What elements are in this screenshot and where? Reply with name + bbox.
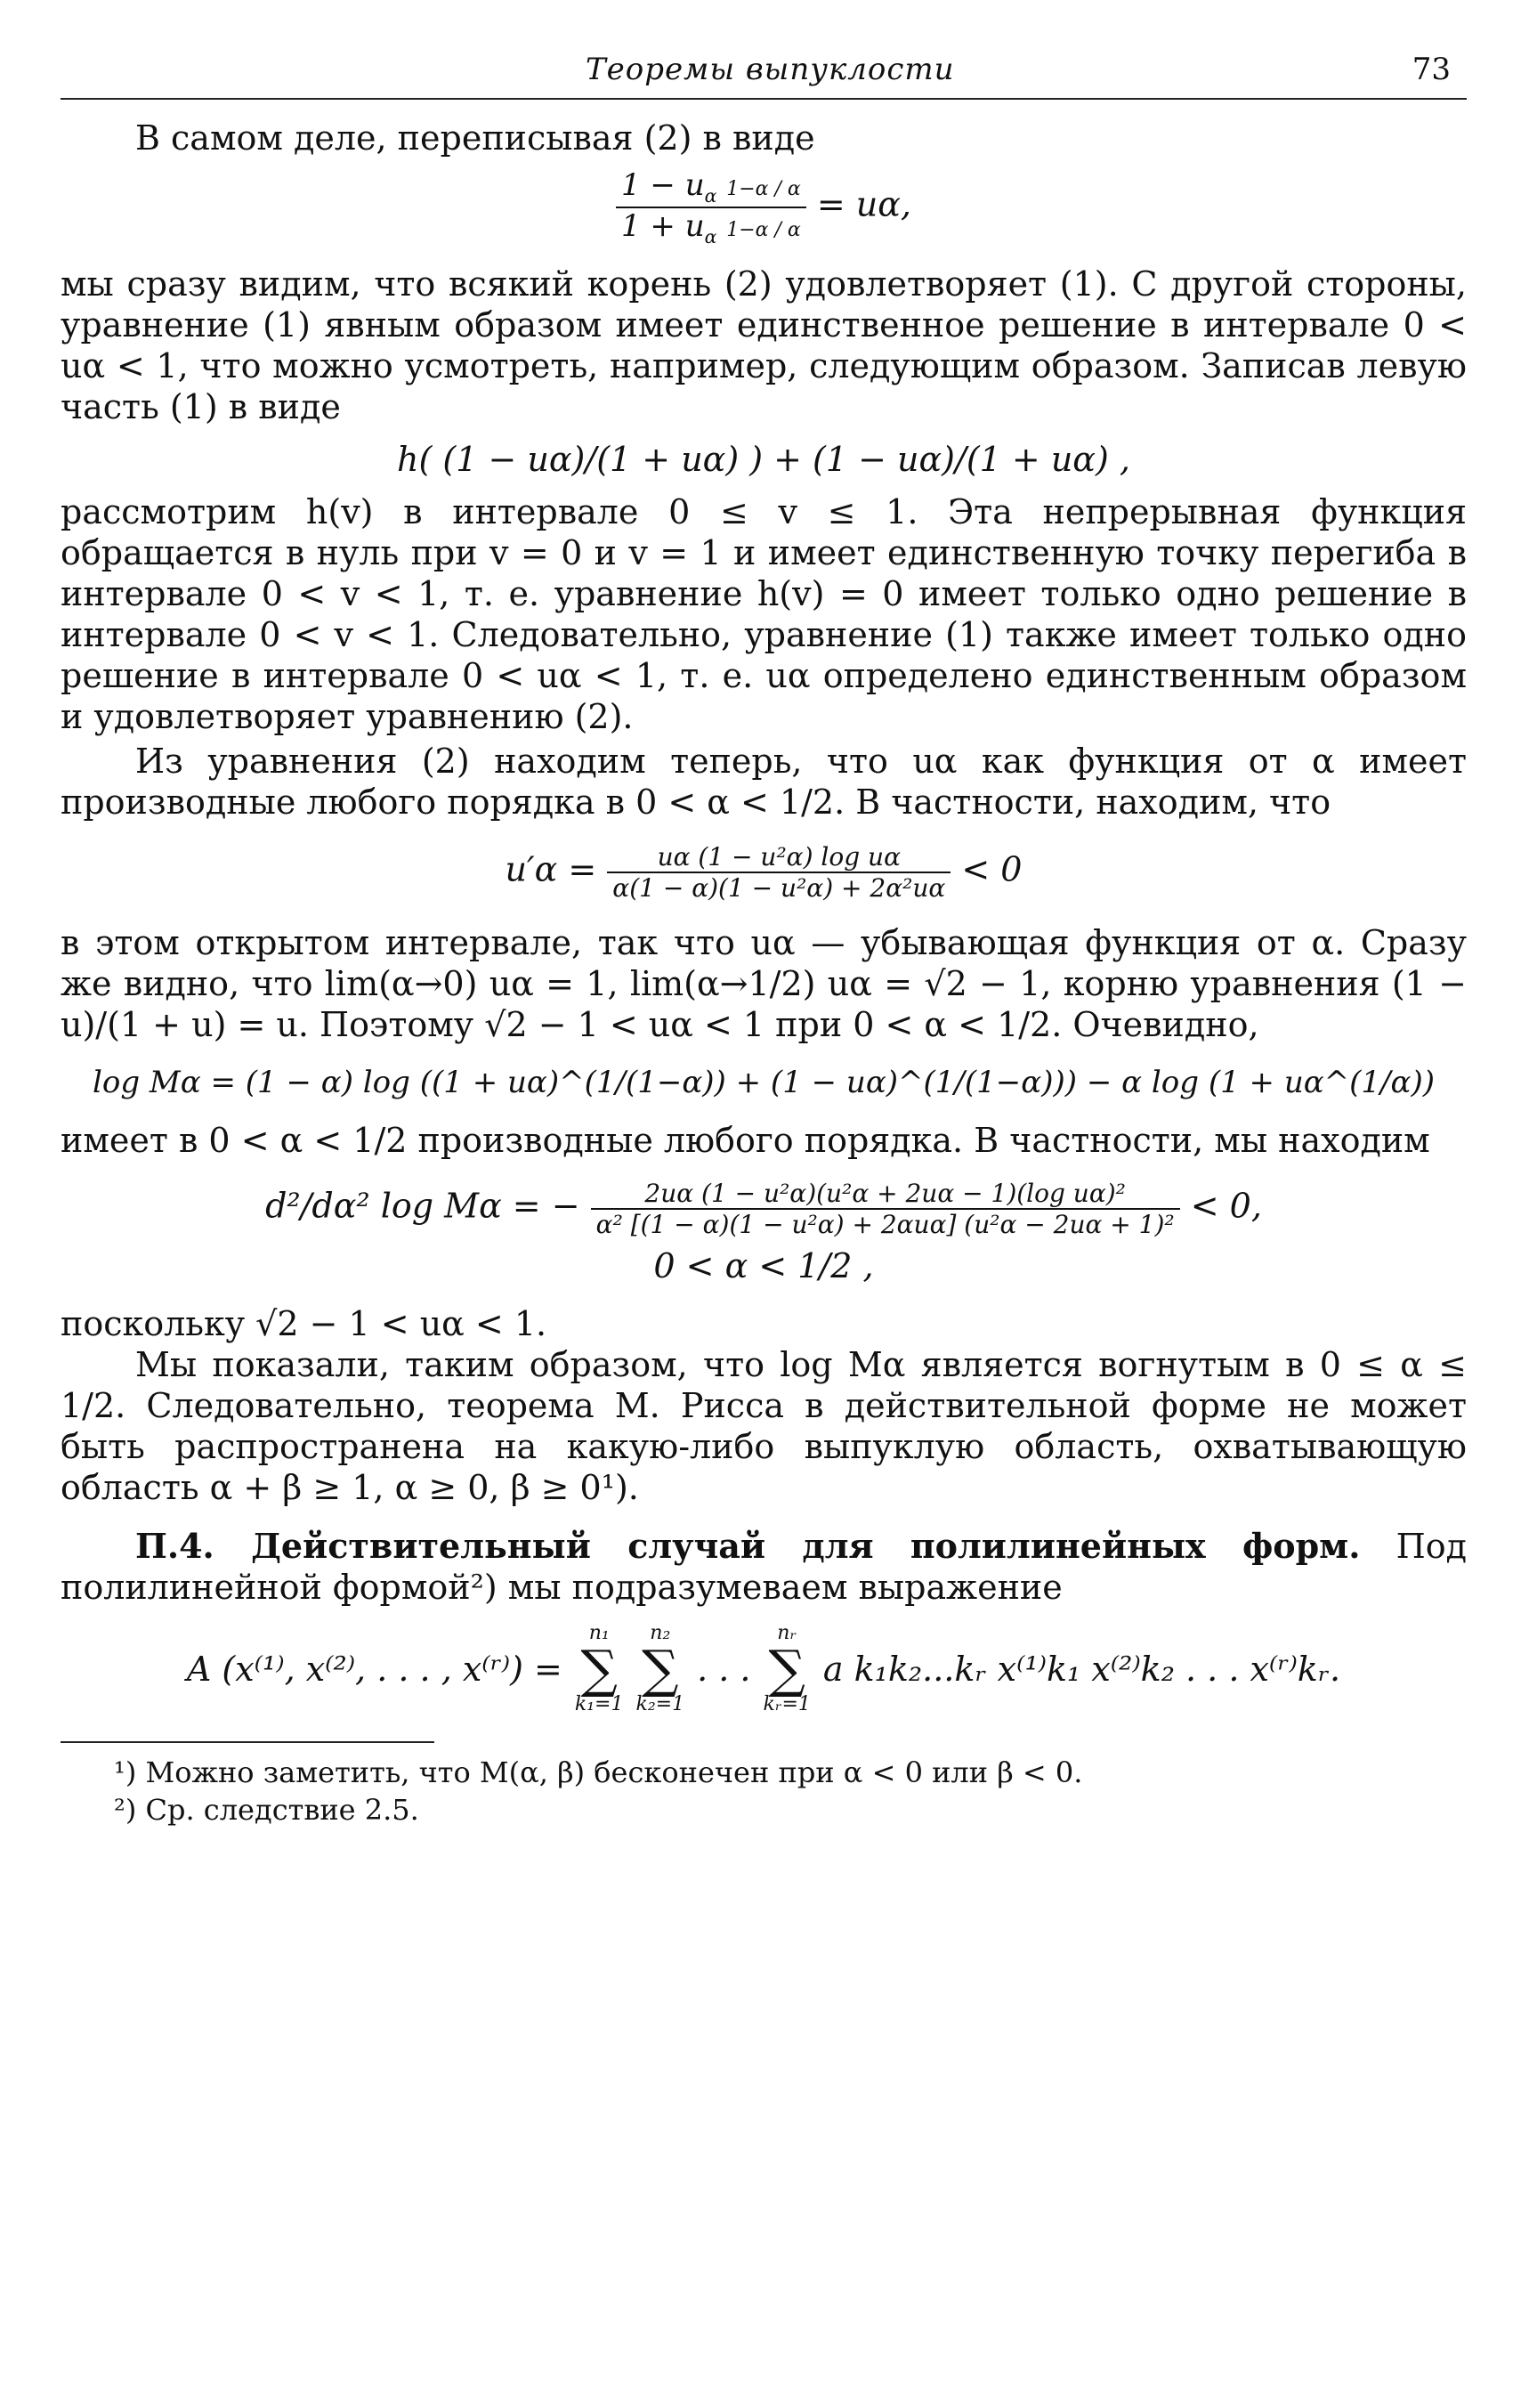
running-header [61,36,1467,100]
eq7-lhs: A (x⁽¹⁾, x⁽²⁾, . . . , x⁽ʳ⁾) = [186,1649,562,1689]
equation-6: 0 < α < 1/2 , [653,1245,874,1285]
eq1-rhs: = uα, [816,184,911,224]
paragraph-6: имеет в 0 < α < 1/2 производные любого порядка. В частности, мы находим [61,1120,1430,1160]
sum-k2: n₂ ∑ k₂=1 [635,1621,685,1715]
sum-k2-upper: n₂ [650,1621,671,1644]
sum-kr: nᵣ ∑ kᵣ=1 [763,1621,811,1715]
eq7-dots: . . . [697,1649,751,1689]
section-p4-paragraph [61,1526,1467,1608]
paragraph-2: мы сразу видим, что всякий корень (2) удовлетворяет (1). С другой стороны, уравнение (1) явным образом имеет единственное решение в интервале 0 < uα < 1, что можно усмотреть, например, следующим образом. Записав левую часть (1) в виде [61,264,1467,426]
sum-k1-upper: n₁ [588,1621,610,1644]
paragraph-8: Мы показали, таким образом, что log Mα является вогнутым в 0 ≤ α ≤ 1/2. Следовательно, теорема М. Рисса в действительной форме не может быть распространена на какую-либо выпуклую область, охватывающую область α + β ≥ 1, α ≥ 0, β ≥ 0¹). [61,1344,1467,1507]
sum-k1-lower: k₁=1 [574,1692,624,1715]
eq1-denominator: 1 + u [620,207,705,244]
eq7-term: a k₁k₂...kᵣ x⁽¹⁾k₁ x⁽²⁾k₂ . . . x⁽ʳ⁾kᵣ. [822,1649,1341,1689]
page-number: 73 [1412,52,1451,87]
footnote-2: ²) Ср. следствие 2.5. [114,1792,419,1827]
eq5-denominator: α² [(1 − α)(1 − u²α) + 2αuα] (u²α − 2uα + 1)² [595,1209,1175,1239]
footnote-1: ¹) Можно заметить, что M(α, β) бесконечен при α < 0 или β < 0. [114,1755,1083,1789]
eq5-numerator: 2uα (1 − u²α)(u²α + 2uα − 1)(log uα)² [591,1179,1180,1210]
equation-5 [61,1179,1467,1239]
eq3-rhs: < 0 [961,849,1023,889]
eq1-denominator-exponent: 1−α / α [726,218,801,241]
sum-k2-lower: k₂=1 [635,1692,685,1715]
sum-k1: n₁ ∑ k₁=1 [574,1621,624,1715]
sum-kr-lower: kᵣ=1 [763,1692,811,1715]
paragraph-1: В самом деле, переписывая (2) в виде [135,118,815,158]
paragraph-5: в этом открытом интервале, так что uα — убывающая функция от α. Сразу же видно, что lim(α→0) uα = 1, lim(α→1/2) uα = √2 − 1, корню уравнения (1 − u)/(1 + u) = u. Поэтому √2 − 1 < uα < 1 при 0 < α < 1/2. Очевидно, [61,922,1467,1044]
sum-kr-upper: nᵣ [777,1621,797,1644]
eq5-rhs: < 0, [1190,1186,1262,1226]
equation-7 [61,1621,1467,1715]
section-title: П.4. Действительный случай для полилинейных форм. [135,1525,1361,1566]
paragraph-4: Из уравнения (2) находим теперь, что uα как функция от α имеет производные любого порядка в 0 < α < 1/2. В частности, находим, что [61,741,1467,822]
eq1-numerator-exponent: 1−α / α [726,178,801,200]
page [61,36,1467,1828]
eq3-denominator: α(1 − α)(1 − u²α) + 2α²uα [612,872,946,903]
section-intro: Под полилинейной формой²) мы подразумеваем выражение [61,1526,1467,1607]
eq3-numerator: uα (1 − u²α) log uα [607,842,951,873]
equation-4: log Mα = (1 − α) log ((1 + uα)^(1/(1−α)) + (1 − uα)^(1/(1−α))) − α log (1 + uα^(1/α)) [92,1064,1436,1100]
equation-3 [61,842,1467,903]
equation-2: h( (1 − uα)/(1 + uα) ) + (1 − uα)/(1 + uα) , [397,439,1130,479]
eq1-numerator: 1 − u [620,167,705,203]
footnote-rule [61,1741,434,1743]
paragraph-3: рассмотрим h(v) в интервале 0 ≤ v ≤ 1. Эта непрерывная функция обращается в нуль при v = 0 и v = 1 и имеет единственную точку перегиба в интервале 0 < v < 1, т. е. уравнение h(v) = 0 имеет только одно решение в интервале 0 < v < 1. Следовательно, уравнение (1) также имеет только одно решение в интервале 0 < uα < 1, т. е. uα определено единственным образом и удовлетворяет уравнению (2). [61,491,1467,736]
header-title: Теоремы выпуклости [586,52,955,87]
equation-1: $\frac{1 - u_\alpha 1-\alpha / \alpha}{1 + u_\alpha 1-\alpha / \alpha}$ = uα, [61,167,1467,247]
eq3-lhs: u′α = [505,849,597,889]
eq5-lhs: d²/dα² log Mα = − [265,1186,580,1226]
paragraph-7: поскольку √2 − 1 < uα < 1. [61,1303,547,1343]
